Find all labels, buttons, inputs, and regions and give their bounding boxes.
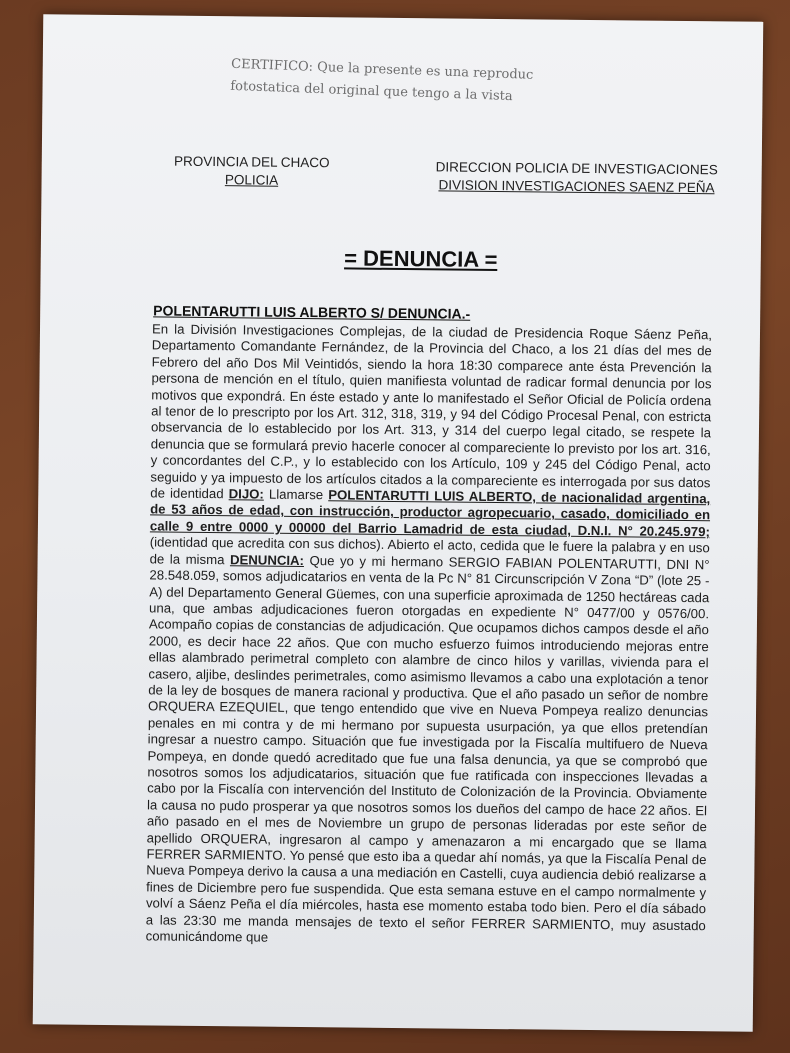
body-statement: Que yo y mi hermano SERGIO FABIAN POLENTARUTTI, DNI N° 28.548.059, somos adjudicatarios en venta de la Pc N° 81 Circunscripción V Zona “D” (lote 25 - A) del Departamento General Güemes, con una superficie aproximada de 1250 hectáreas cada una, que ambas adjudicaciones fueron otorgadas en expediente N° 0477/00 y 0576/00. Acompaño copias de constancias de adjudicación. Que ocupamos dichos campos desde el año 2000, es decir hace 22 años. Que con mucho esfuerzo fuimos introduciendo mejoras entre ellas alambrado perimetral completo con alambre de cinco hilos y varillas, vivienda para el casero, aljibe, deslindes perimetrales, como asimismo llevamos a cabo una explotación a tenor de la ley de bosques de manera racional y productiva. Que el año pasado un señor de nombre ORQUERA EZEQUIEL, que tengo entendido que vive en Nueva Pompeya realizo denuncias penales en mi contra y de mi hermano por supuesta usurpación, ya que ellos pretendían ingresar a nuestro campo. Situación que fue investigada por la Fiscalía multifuero de Nueva Pompeya, en donde quedó acreditado que fue una falsa denuncia, ya que se comprobó que nosotros somos los adjudicatarios, situación que fue ratificada con inspecciones llevadas a cabo por la Fiscalía con intervención del Instituto de Colonización de la Provincia. Obviamente la causa no pudo prosperar ya que nosotros somos los dueños del campo de hace 22 años. El año pasado en el mes de Noviembre un grupo de personas lideradas por este señor de apellido ORQUERA, ingresaron al campo y amenazaron a mi encargado que se llama FERRER SARMIENTO. Yo pensé que esto iba a quedar ahí nomás, ya que la Fiscalía Penal de Nueva Pompeya derivo la causa a una mediación en Castelli, cuya audiencia debió realizarse a fines de Diciembre pero fue suspendida. Que esta semana estuve en el campo normalmente y volví a Sáenz Peña el día miércoles, hasta ese momento estaba todo bien. Pero el día sábado a las 23:30 me manda mensajes de texto el señor FERRER SARMIENTO, muy asustado comunicándome que bbox=[145, 552, 710, 945]
denuncia-label: DENUNCIA: bbox=[229, 551, 305, 568]
document-body bbox=[146, 321, 712, 950]
header-province: PROVINCIA DEL CHACO bbox=[173, 153, 330, 171]
identity-statement: POLENTARUTTI LUIS ALBERTO, de nacionalidad argentina, de 53 años de edad, con instrucción, productor agropecuario, casado, domiciliado en calle 9 entre 0000 y 00000 del Barrio Lamadrid de esta ciudad, D.N.I. N° 20.245.979; bbox=[149, 487, 711, 540]
body-intro: En la División Investigaciones Complejas, de la ciudad de Presidencia Roque Sáenz Peña, Departamento Comandante Fernández, de la Provincia del Chaco, a los 21 días del mes de Febrero del año Dos Mil Veintidós, siendo la hora 18:30 comparece ante ésta Prevención la persona de mención en el título, quien manifiesta voluntad de radicar formal denuncia por los motivos que expondrá. En éste estado y ante lo manifestado el Señor Oficial de Policía ordena al tenor de lo prescripto por los Art. 312, 318, 319, y 94 del Código Procesal Penal, con estricta observancia de lo establecido por los Art. 313, y 314 del cuerpo legal citado, se respete la denuncia que se formulará previo hacerle conocer al compareciente lo previsto por los art. 316, y concordantes del C.P., y lo establecido con los Artículo, 109 y 245 del Código Penal, acto seguido y ya impuesto de los artículos citados a la compareciente es interrogada por sus datos de identidad bbox=[150, 321, 713, 502]
body-llamarse: Llamarse bbox=[268, 486, 324, 503]
header-right bbox=[431, 158, 721, 197]
header-left bbox=[151, 152, 351, 190]
body-identity-note: (identidad que acredita con sus dichos). Abierto el acto, cedida que le fuere la palabra y en uso de la misma bbox=[149, 534, 710, 567]
document-subject: POLENTARUTTI LUIS ALBERTO S/ DENUNCIA.- bbox=[153, 302, 471, 322]
document-title: = DENUNCIA = bbox=[344, 245, 498, 273]
dijo-label: DIJO: bbox=[228, 486, 264, 502]
stamp-line-1: CERTIFICO: Que la presente es una reproduc bbox=[230, 56, 534, 83]
header-direction: DIRECCION POLICIA DE INVESTIGACIONES bbox=[435, 159, 718, 178]
certification-stamp bbox=[230, 54, 571, 110]
stamp-line-2: fotostatica del original que tengo a la vista bbox=[230, 78, 513, 105]
document-page bbox=[33, 14, 764, 1031]
header-police: POLICIA bbox=[224, 172, 279, 188]
header-division: DIVISION INVESTIGACIONES SAENZ PEÑA bbox=[438, 177, 715, 196]
body-paragraph bbox=[146, 321, 712, 950]
